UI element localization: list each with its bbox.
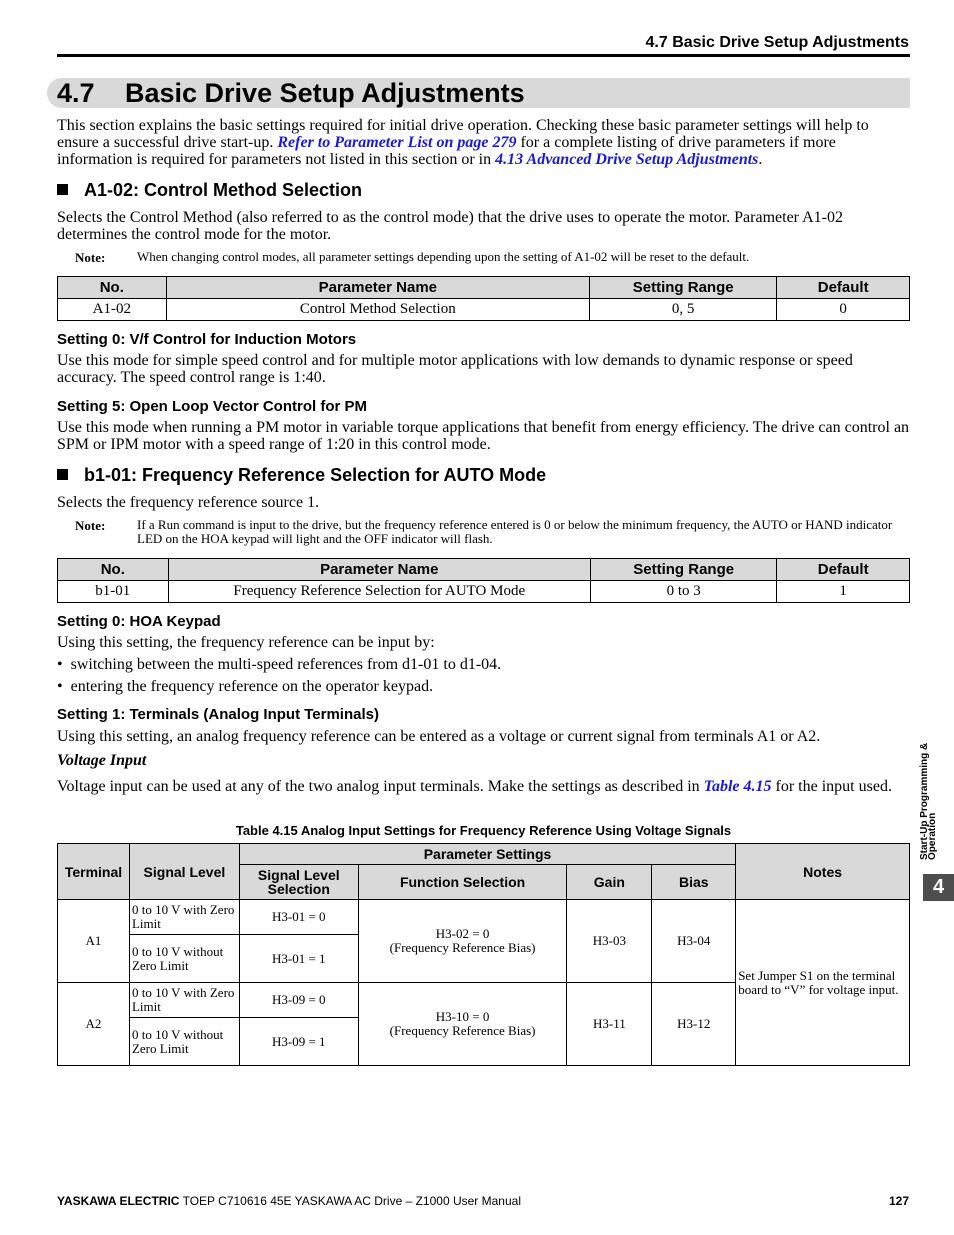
col-header-default: Default	[777, 277, 910, 299]
analog-input-settings-table	[57, 843, 910, 1066]
cell-bias: H3-04	[652, 900, 736, 983]
cell-function-selection	[358, 900, 567, 983]
section-number: 4.7	[57, 78, 95, 108]
cell-parameter-name: Frequency Reference Selection for AUTO Mode	[168, 581, 590, 603]
cell-signal-level: 0 to 10 V with Zero Limit	[129, 983, 239, 1018]
heading-b1-01	[57, 465, 546, 486]
col-header-parameter-name: Parameter Name	[166, 277, 589, 299]
section-title: Basic Drive Setup Adjustments	[125, 78, 525, 108]
square-bullet-icon	[57, 469, 68, 480]
cell-default: 0	[777, 299, 910, 321]
cell-gain: H3-03	[567, 900, 652, 983]
voltage-input-body	[57, 778, 910, 795]
note-label: Note:	[75, 250, 106, 265]
heading-voltage-input: Voltage Input	[57, 752, 147, 769]
heading-a1-02	[57, 180, 362, 201]
col-header-parameter-settings: Parameter Settings	[239, 844, 735, 865]
cell-signal-level-selection: H3-09 = 1	[239, 1018, 358, 1066]
intro-text-3: .	[758, 151, 763, 168]
footer-document-info	[57, 1194, 521, 1208]
cell-function-selection	[358, 983, 567, 1066]
chapter-number-tab: 4	[923, 874, 954, 901]
col-header-signal-level: Signal Level	[129, 844, 239, 900]
b1-01-description: Selects the frequency reference source 1.	[57, 494, 320, 511]
header-rule	[57, 54, 910, 57]
note-text-content: If a Run command is input to the drive, but the frequency reference entered is 0 or below the minimum frequency, the AUTO or HAND indicator LED on the HOA keypad will light and the OFF indicator will flash.	[137, 517, 893, 546]
square-bullet-icon	[57, 184, 68, 195]
cell-bias: H3-12	[652, 983, 736, 1066]
setting-5-olv-body: Use this mode when running a PM motor in variable torque applications that benefit from energy efficiency. The drive can control an SPM or IPM motor with a speed range of 1:20 in this control mode.	[57, 419, 910, 453]
heading-setting-1-terminals: Setting 1: Terminals (Analog Input Terminals)	[57, 706, 379, 723]
function-value: H3-02 = 0	[435, 926, 490, 941]
list-item: • switching between the multi-speed references from d1-01 to d1-04.	[57, 656, 502, 673]
setting-0-vf-body: Use this mode for simple speed control and for multiple motor applications with low demands to dynamic response or speed accuracy. The speed control range is 1:40.	[57, 352, 853, 386]
running-head: 4.7 Basic Drive Setup Adjustments	[645, 34, 909, 51]
col-header-signal-level-selection: Signal Level Selection	[239, 865, 358, 900]
cell-notes: Set Jumper S1 on the terminal board to “V” for voltage input.	[736, 900, 910, 1066]
table-caption: Table 4.15 Analog Input Settings for Frequency Reference Using Voltage Signals	[235, 823, 732, 838]
col-header-setting-range: Setting Range	[589, 277, 776, 299]
cell-no: b1-01	[58, 581, 169, 603]
page-number: 127	[888, 1194, 909, 1208]
list-item: • entering the frequency reference on the operator keypad.	[57, 678, 434, 695]
heading-b1-01-text: b1-01: Frequency Reference Selection for AUTO Mode	[84, 465, 547, 485]
cell-no: A1-02	[58, 299, 167, 321]
heading-a1-02-text: A1-02: Control Method Selection	[84, 180, 363, 200]
footer-brand: YASKAWA ELECTRIC	[57, 1194, 180, 1208]
setting-0-hoa-body: Using this setting, the frequency reference can be input by:	[57, 634, 435, 651]
col-header-no: No.	[58, 277, 167, 299]
heading-setting-0-hoa: Setting 0: HOA Keypad	[57, 613, 221, 630]
function-value: H3-10 = 0	[435, 1009, 490, 1024]
cell-parameter-name: Control Method Selection	[166, 299, 589, 321]
col-header-gain: Gain	[567, 865, 652, 900]
function-description: (Frequency Reference Bias)	[389, 940, 536, 955]
link-parameter-list[interactable]: Refer to Parameter List on page 279	[277, 134, 517, 151]
list-item-text: switching between the multi-speed references from d1-01 to d1-04.	[70, 656, 502, 673]
setting-1-terminals-body: Using this setting, an analog frequency reference can be entered as a voltage or current signal from terminals A1 or A2.	[57, 728, 821, 745]
a1-02-parameter-table	[57, 276, 910, 321]
note-text	[137, 518, 910, 546]
col-header-parameter-name: Parameter Name	[168, 559, 590, 581]
heading-setting-0-vf: Setting 0: V/f Control for Induction Motors	[57, 331, 357, 348]
cell-signal-level-selection: H3-01 = 1	[239, 935, 358, 983]
col-header-no: No.	[58, 559, 169, 581]
a1-02-description: Selects the Control Method (also referred to as the control mode) that the drive uses to operate the motor. Parameter A1-02 determines the control mode for the motor.	[57, 209, 843, 243]
cell-setting-range: 0 to 3	[590, 581, 776, 603]
function-description: (Frequency Reference Bias)	[389, 1023, 536, 1038]
intro-text-1: This section explains the basic settings required for initial drive operation. Checking these basic parameter settings will help to ensure a successful drive start-up.	[57, 117, 869, 151]
col-header-function-selection: Function Selection	[358, 865, 567, 900]
voltage-text-1: Voltage input can be used at any of the two analog input terminals. Make the settings as described in	[57, 778, 704, 795]
col-header-bias: Bias	[652, 865, 736, 900]
cell-terminal-a1: A1	[58, 900, 130, 983]
cell-signal-level: 0 to 10 V with Zero Limit	[129, 900, 239, 935]
b1-01-parameter-table	[57, 558, 910, 603]
heading-setting-5-olv: Setting 5: Open Loop Vector Control for PM	[57, 398, 367, 415]
note-label: Note:	[75, 518, 106, 533]
link-table-4-15[interactable]: Table 4.15	[703, 778, 772, 795]
cell-default: 1	[777, 581, 910, 603]
footer-doc-title: TOEP C710616 45E YASKAWA AC Drive – Z1000 User Manual	[179, 1194, 521, 1208]
intro-paragraph	[57, 117, 910, 168]
cell-terminal-a2: A2	[58, 983, 130, 1066]
link-advanced-setup[interactable]: 4.13 Advanced Drive Setup Adjustments	[495, 151, 759, 168]
cell-signal-level-selection: H3-01 = 0	[239, 900, 358, 935]
intro-text-2: for a complete listing of drive parameters if more information is required for parameters not listed in this section or in	[57, 134, 836, 168]
cell-signal-level: 0 to 10 V without Zero Limit	[129, 935, 239, 983]
col-header-setting-range: Setting Range	[590, 559, 776, 581]
side-chapter-label	[921, 733, 937, 860]
cell-setting-range: 0, 5	[589, 299, 776, 321]
col-header-notes: Notes	[736, 844, 910, 900]
col-header-default: Default	[777, 559, 910, 581]
cell-gain: H3-11	[567, 983, 652, 1066]
cell-signal-level: 0 to 10 V without Zero Limit	[129, 1018, 239, 1066]
list-item-text: entering the frequency reference on the operator keypad.	[70, 678, 434, 695]
voltage-text-2: for the input used.	[771, 778, 892, 795]
side-chapter-label-text: Start-Up Programming & Operation	[919, 742, 938, 860]
col-header-terminal: Terminal	[58, 844, 130, 900]
cell-signal-level-selection: H3-09 = 0	[239, 983, 358, 1018]
note-text: When changing control modes, all parameter settings depending upon the setting of A1-02 will be reset to the default.	[137, 249, 750, 264]
